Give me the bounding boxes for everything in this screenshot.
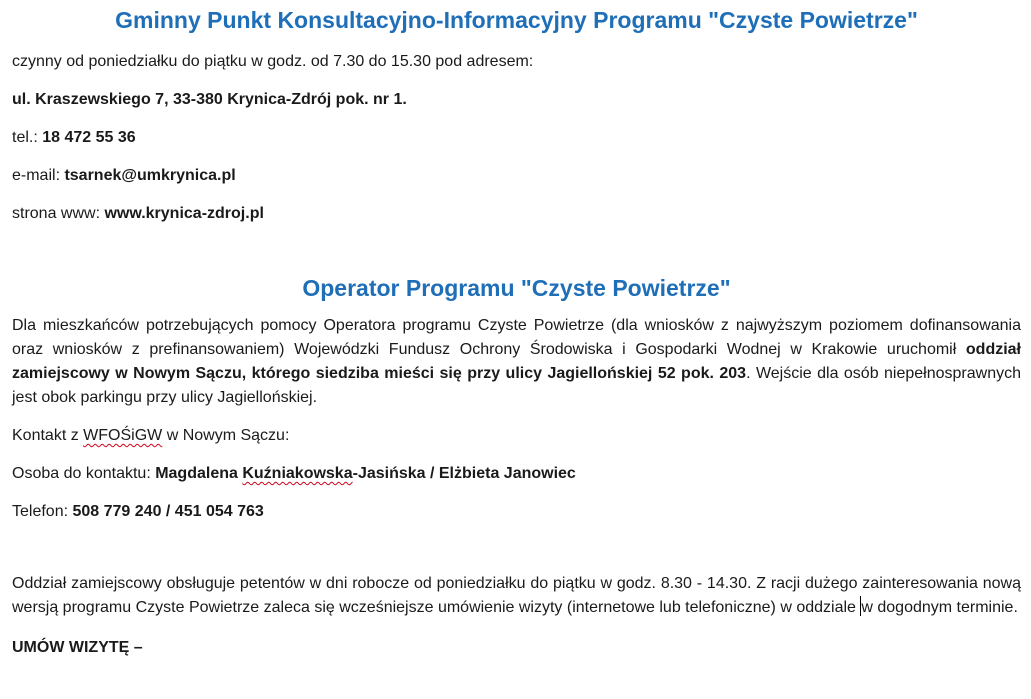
www-value: www.krynica-zdroj.pl bbox=[104, 205, 264, 222]
person-label: Osoba do kontaktu: bbox=[12, 465, 156, 482]
email-value: tsarnek@umkrynica.pl bbox=[64, 167, 236, 184]
hours-paragraph-b: w dogodnym terminie. bbox=[861, 599, 1018, 616]
www-label: strona www: bbox=[12, 205, 105, 222]
phone-line bbox=[12, 500, 1021, 524]
contact-prefix: Kontakt z bbox=[12, 427, 84, 444]
person-name-b: Kuźniakowska bbox=[242, 465, 353, 482]
tel-label: tel.: bbox=[12, 129, 43, 146]
address-line bbox=[12, 88, 1021, 112]
appointment-text: UMÓW WIZYTĘ – bbox=[12, 639, 143, 656]
phone-label: Telefon: bbox=[12, 503, 73, 520]
intro-part1: Dla mieszkańców potrzebujących pomocy Operatora programu Czyste Powietrze (dla wniosków z najwyższym poziomem dofinansowania oraz wniosków z prefinansowaniem) Wojewódzki Fundusz Ochrony Środowiska i Gospodarki Wodnej w Krakowie uruchomił bbox=[12, 317, 1021, 358]
contact-org: WFOŚiGW bbox=[83, 427, 163, 444]
section2-title: Operator Programu "Czyste Powietrze" bbox=[302, 275, 731, 301]
tel-line bbox=[12, 126, 1021, 150]
hours-paragraph-a: Oddział zamiejscowy obsługuje petentów w dni robocze od poniedziałku do piątku w godz. 8.30 - 14.30. Z racji dużego zainteresowania nową wersją programu Czyste Powietrze zaleca się wcześniejsze umówienie wizyty (internetowe lub telefoniczne) w oddziale bbox=[12, 575, 1021, 616]
contact-line bbox=[12, 424, 1021, 448]
appointment-line bbox=[12, 636, 1021, 660]
email-label: e-mail: bbox=[12, 167, 65, 184]
person-name-c: -Jasińska / Elżbieta Janowiec bbox=[352, 465, 576, 482]
intro-part2: . Wejście dla osób niepełnosprawnych jest obok parkingu przy ulicy Jagiellońskiej. bbox=[12, 365, 1022, 406]
person-name bbox=[155, 465, 576, 482]
hours-text: czynny od poniedziałku do piątku w godz. od 7.30 do 15.30 pod adresem: bbox=[12, 53, 534, 70]
person-line bbox=[12, 462, 1021, 486]
tel-value: 18 472 55 36 bbox=[42, 129, 136, 146]
email-line bbox=[12, 164, 1021, 188]
phone-value: 508 779 240 / 451 054 763 bbox=[72, 503, 264, 520]
section1-title: Gminny Punkt Konsultacyjno-Informacyjny Programu "Czyste Powietrze" bbox=[115, 7, 918, 33]
hours-paragraph[interactable] bbox=[12, 572, 1021, 620]
www-line bbox=[12, 202, 1021, 226]
person-name-a: Magdalena bbox=[155, 465, 243, 482]
address: ul. Kraszewskiego 7, 33-380 Krynica-Zdrój pok. nr 1. bbox=[12, 91, 407, 108]
contact-suffix: w Nowym Sączu: bbox=[162, 427, 290, 444]
operator-intro-paragraph bbox=[12, 314, 1021, 410]
intro-bold: oddział zamiejscowy w Nowym Sączu, którego siedziba mieści się przy ulicy Jagiellońskiej 52 pok. 203 bbox=[12, 341, 1021, 382]
